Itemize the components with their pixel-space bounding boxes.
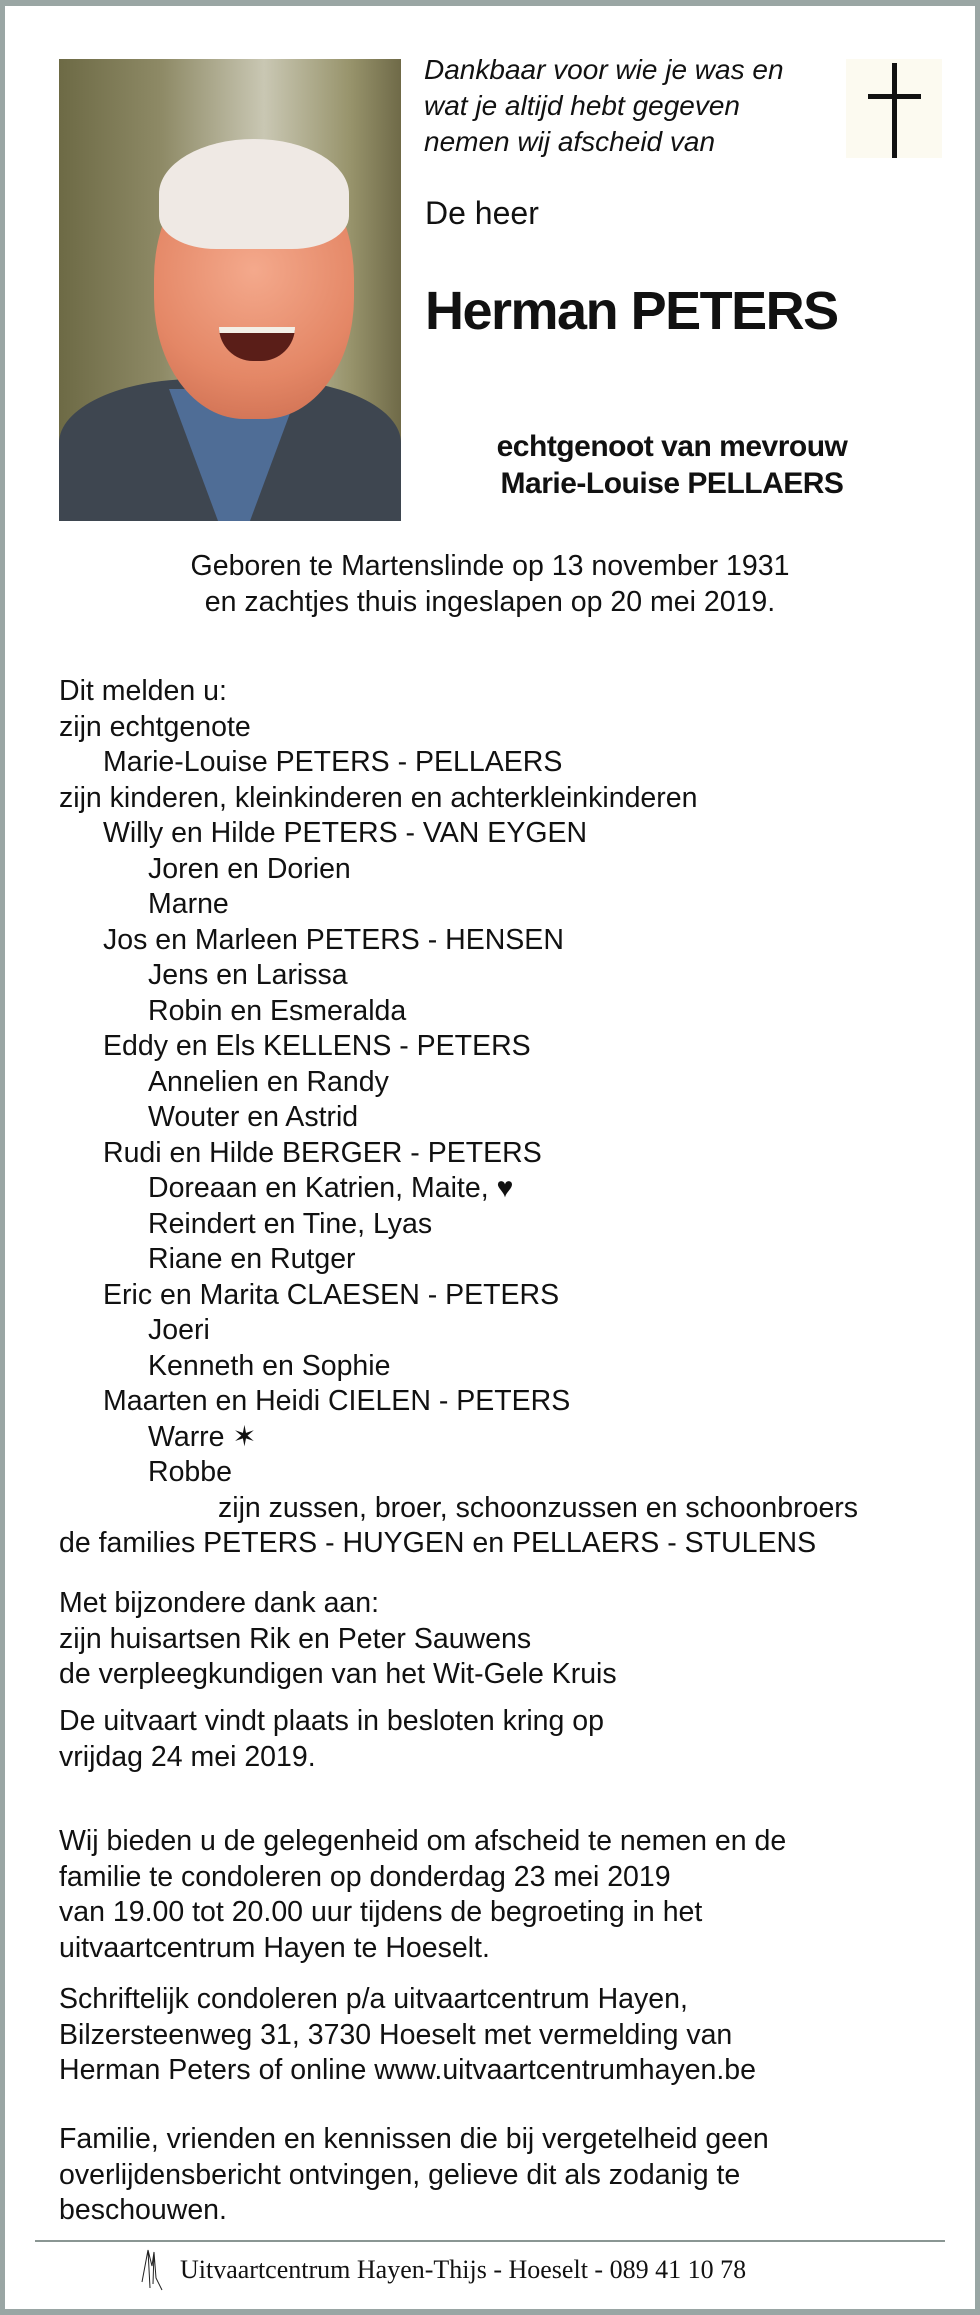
family-member-line: Warre ✶ (148, 1420, 257, 1453)
family-member-line: Joeri (148, 1314, 210, 1346)
motto-line: nemen wij afscheid van (424, 126, 716, 157)
family-member-line: Robin en Esmeralda (148, 994, 407, 1027)
funeral-home-info: Uitvaartcentrum Hayen-Thijs - Hoeselt - 089 41 10 78 (180, 2255, 747, 2284)
notice-line: overlijdensbericht ontvingen, gelieve dit als zodanig te (59, 2158, 741, 2191)
family-member-line: Rudi en Hilde BERGER - PETERS (103, 1136, 542, 1169)
visitation-section (59, 1824, 786, 1966)
visit-line: van 19.00 tot 20.00 uur tijdens de begroeting in het (59, 1896, 703, 1928)
thanks-line: Met bijzondere dank aan: (59, 1587, 380, 1619)
family-member-line: Eddy en Els KELLENS - PETERS (103, 1030, 531, 1062)
notice-line: beschouwen. (59, 2194, 227, 2226)
funeral-line: vrijdag 24 mei 2019. (59, 1740, 316, 1773)
family-member-line: Maarten en Heidi CIELEN - PETERS (103, 1385, 571, 1417)
notice-line: Familie, vrienden en kennissen die bij vergetelheid geen (59, 2123, 769, 2155)
motto-line: Dankbaar voor wie je was en (424, 54, 784, 85)
family-member-line: Kenneth en Sophie (148, 1349, 391, 1382)
family-member-line: Reindert en Tine, Lyas (148, 1207, 433, 1240)
family-member-line: zijn echtgenote (59, 710, 251, 743)
thanks-line: de verpleegkundigen van het Wit-Gele Kruis (59, 1658, 617, 1690)
family-member-line: Willy en Hilde PETERS - VAN EYGEN (103, 817, 588, 849)
condolence-line: Herman Peters of online www.uitvaartcentrumhayen.be (59, 2054, 757, 2086)
footer (140, 2248, 746, 2292)
condolence-line: Bilzersteenweg 31, 3730 Hoeselt met vermelding van (59, 2018, 733, 2051)
family-member-line: Marne (148, 888, 229, 920)
family-member-line: Jens en Larissa (148, 959, 348, 991)
visit-line: familie te condoleren op donderdag 23 mei 2019 (59, 1860, 671, 1893)
family-member-line: Riane en Rutger (148, 1243, 356, 1275)
family-member-line: zijn zussen, broer, schoonzussen en schoonbroers (218, 1491, 859, 1524)
spouse-line: echtgenoot van mevrouw (496, 430, 848, 463)
funeral-home-logo-icon (140, 2248, 166, 2292)
condolence-line: Schriftelijk condoleren p/a uitvaartcentrum Hayen, (59, 1983, 688, 2015)
condolence-section (59, 1982, 756, 2089)
portrait-photo (59, 59, 401, 521)
motto-line: wat je altijd hebt gegeven (424, 90, 740, 121)
honorific: De heer (425, 195, 539, 231)
visit-line: Wij bieden u de gelegenheid om afscheid te nemen en de (59, 1825, 787, 1857)
deceased-name: Herman PETERS (425, 281, 838, 341)
family-member-line: Robbe (148, 1456, 232, 1488)
notice-section (59, 2122, 769, 2229)
visit-line: uitvaartcentrum Hayen te Hoeselt. (59, 1931, 490, 1964)
family-member-line: Joren en Dorien (148, 852, 351, 885)
family-member-line: Dit melden u: (59, 675, 227, 707)
funeral-section (59, 1704, 604, 1775)
family-member-line: Doreaan en Katrien, Maite, ♥ (148, 1172, 514, 1204)
birth-line: Geboren te Martenslinde op 13 november 1931 (190, 550, 790, 582)
spouse-name: Marie-Louise PELLAERS (500, 467, 844, 500)
family-member-line: Marie-Louise PETERS - PELLAERS (103, 746, 563, 778)
family-member-line: Wouter en Astrid (148, 1101, 359, 1133)
thanks-line: zijn huisartsen Rik en Peter Sauwens (59, 1622, 532, 1655)
cross-icon (846, 59, 942, 158)
family-member-line: Jos en Marleen PETERS - HENSEN (103, 923, 564, 956)
death-line: en zachtjes thuis ingeslapen op 20 mei 2019. (204, 586, 776, 618)
funeral-line: De uitvaart vindt plaats in besloten kring op (59, 1705, 604, 1737)
family-list (59, 674, 858, 1562)
spouse-info (430, 428, 914, 502)
family-member-line: de families PETERS - HUYGEN en PELLAERS - STULENS (59, 1527, 817, 1559)
birth-death-info (0, 548, 980, 620)
family-member-line: zijn kinderen, kleinkinderen en achterkleinkinderen (59, 781, 698, 814)
family-member-line: Annelien en Randy (148, 1065, 389, 1098)
family-member-line: Eric en Marita CLAESEN - PETERS (103, 1278, 560, 1311)
thanks-section (59, 1586, 617, 1693)
motto (424, 52, 784, 160)
footer-divider (35, 2240, 945, 2242)
